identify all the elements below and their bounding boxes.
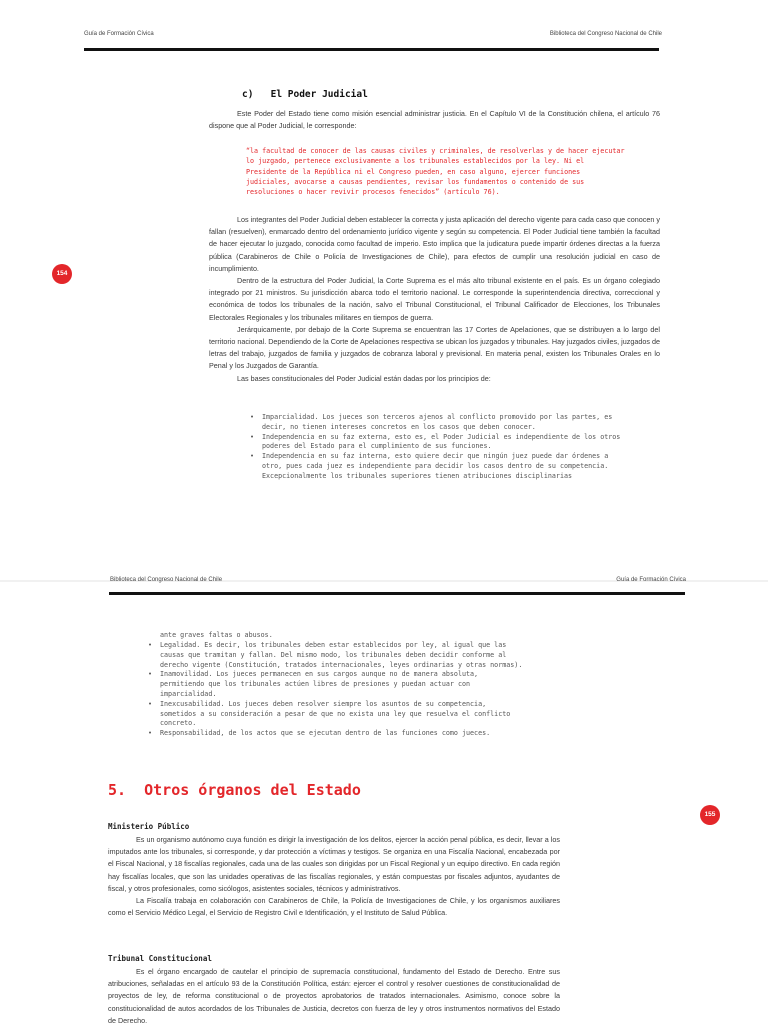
ministerio-heading: Ministerio Público <box>108 822 190 831</box>
paragraph: Es el órgano encargado de cautelar el principio de supremacía constitucional, fundamento del Estado de Derecho. Entre sus atribuciones, señaladas en el artículo 93 de la Constitución Política, están: ejercer el control y resolver cuestiones de constitucionalidad de proyectos de ley, de reforma constitucional o de proyectos aprobatorios de tratados internacionales. Asimismo, conoce sobre la constitucionalidad de autos acordados de los Tribunales de Justicia, decretos con fuerza de ley y otros instrumentos normativos del Estado de Derecho. <box>108 967 560 1025</box>
list-item: • Independencia en su faz externa, esto es, el Poder Judicial es independiente de los otros poderes del Estado para el cumplimiento de sus funciones. <box>248 433 628 453</box>
body-paragraphs <box>209 214 660 385</box>
header-rule <box>84 48 659 51</box>
intro-text: Este Poder del Estado tiene como misión esencial administrar justicia. En el Capítulo VI de la Constitución chilena, el artículo 76 dispone que al Poder Judicial, le corresponde: <box>209 109 660 131</box>
list-item: • Inamovilidad. Los jueces permanecen en sus cargos aunque no de manera absoluta, permitiendo que los tribunales actúen libres de presiones y puedan actuar con imparcialidad. <box>146 670 524 699</box>
tribunal-heading: Tribunal Constitucional <box>108 954 212 963</box>
quote-text: “la facultad de conocer de las causas civiles y criminales, de resolverlas y de hacer ejecutar lo juzgado, pertenece exclusivamente a los tribunales establecidos por la ley. Ni el Presidente de la República ni el Congreso pueden, en caso alguno, ejercer funciones judiciales, avocarse a causas pendientes, revisar los fundamentos o contenido de sus resoluciones o hacer revivir procesos fenecidos” (artículo 76). <box>246 147 625 197</box>
list-item: • Inexcusabilidad. Los jueces deben resolver siempre los asuntos de su competencia, sometidos a su consideración a pesar de que no exista una ley que resuelva el conflicto concreto. <box>146 700 524 729</box>
paragraph: Los integrantes del Poder Judicial deben establecer la correcta y justa aplicación del derecho vigente para cada caso que conocen y fallan (resuelven), enmarcado dentro del ordenamiento jurídico vigente y según su competencia. El Poder Judicial tiene también la facultad de hacer ejecutar lo juzgado, conocida como facultad de imperio. Esto implica que la judicatura puede impartir órdenes directas a la fuerza pública (Carabineros de Chile o Policía de Investigaciones de Chile), para efectos de cumplir una resolución judicial en caso de incumplimiento. <box>209 215 660 273</box>
page-number-badge: 155 <box>700 805 720 825</box>
page-155 <box>0 577 768 1025</box>
paragraph: Dentro de la estructura del Poder Judicial, la Corte Suprema es el más alto tribunal existente en el país. Es un órgano colegiado integrado por 21 ministros. Su jurisdicción abarca todo el territorio nacional. Le corresponde la superintendencia directiva, correccional y económica de todos los tribunales de la nación, salvo el Tribunal Constitucional, el Tribunal Calificador de Elecciones, los Tribunales Electorales Regionales y los tribunales militares en tiempos de guerra. <box>209 276 660 322</box>
paragraph: La Fiscalía trabaja en colaboración con Carabineros de Chile, la Policía de Investigaciones de Chile, y los organismos auxiliares como el Servicio Médico Legal, el Servicio de Registro Civil e Identificación, y el Instituto de Salud Pública. <box>108 896 560 918</box>
header-rule <box>109 592 685 595</box>
tribunal-paragraphs <box>108 966 560 1027</box>
continuation-line: ante graves faltas o abusos. <box>160 631 273 639</box>
constitution-quote <box>246 146 626 197</box>
list-item: • Imparcialidad. Los jueces son terceros ajenos al conflicto promovido por las partes, es decir, no tienen intereses concretos en los casos que deben conocer. <box>248 413 628 433</box>
intro-paragraph <box>209 108 660 132</box>
page-number-badge: 154 <box>52 264 72 284</box>
list-item: • Legalidad. Es decir, los tribunales deben estar establecidos por ley, al igual que las causas que tramitan y fallan. Del mismo modo, los tribunales deben decidir conforme al derecho vigente (Constitución, tratados internacionales, leyes ordinarias y otras normas). <box>146 641 524 670</box>
list-item: • Independencia en su faz interna, esto quiere decir que ningún juez puede dar órdenes a otro, pues cada juez es independiente para decidir los casos dentro de su competencia. Excepcionalmente los tribunales superiores tienen atribuciones disciplinarias <box>248 452 628 481</box>
running-header-left: Guía de Formación Cívica <box>84 31 154 37</box>
paragraph: Las bases constitucionales del Poder Judicial están dadas por los principios de: <box>237 373 491 383</box>
principles-list-continued <box>146 641 524 739</box>
running-header-right: Guía de Formación Cívica <box>616 577 686 583</box>
ministerio-paragraphs <box>108 834 560 919</box>
section-title: c) El Poder Judicial <box>242 89 368 100</box>
running-header-right: Biblioteca del Congreso Nacional de Chile <box>549 31 662 37</box>
paragraph: Jerárquicamente, por debajo de la Corte Suprema se encuentran las 17 Cortes de Apelaciones, que se distribuyen a lo largo del territorio nacional. Dependiendo de la Corte de Apelaciones respectiva se ubican los juzgados y tribunales. Hay juzgados civiles, juzgados de letras del trabajo, juzgados de familia y juzgados de cobranza laboral y previsional. En materia penal, existen los Tribunales Orales en lo Penal y los Juzgados de Garantía. <box>209 324 660 371</box>
principles-list <box>248 413 628 482</box>
chapter-heading: 5. Otros órganos del Estado <box>108 781 361 799</box>
paragraph: Es un organismo autónomo cuya función es dirigir la investigación de los delitos, ejercer la acción penal pública, es decir, llevar a los imputados ante los tribunales, si corresponde, y dar protección a víctimas y testigos. Se organiza en una Fiscalía Nacional, encabezada por el Fiscal Nacional, y 18 fiscalías regionales, cada una de las cuales son dirigidas por un Fiscal Regional y un equipo directivo. En cada región hay fiscalías locales, que son las unidades operativas de las fiscalías regionales, y están compuestas por fiscales adjuntos, ayudantes de fiscal, y otros profesionales, como sicólogos, asistentes sociales, técnicos y administrativos. <box>108 835 560 893</box>
list-item: • Responsabilidad, de los actos que se ejecutan dentro de las funciones como jueces. <box>146 729 524 739</box>
running-header-left: Biblioteca del Congreso Nacional de Chile <box>110 577 223 583</box>
